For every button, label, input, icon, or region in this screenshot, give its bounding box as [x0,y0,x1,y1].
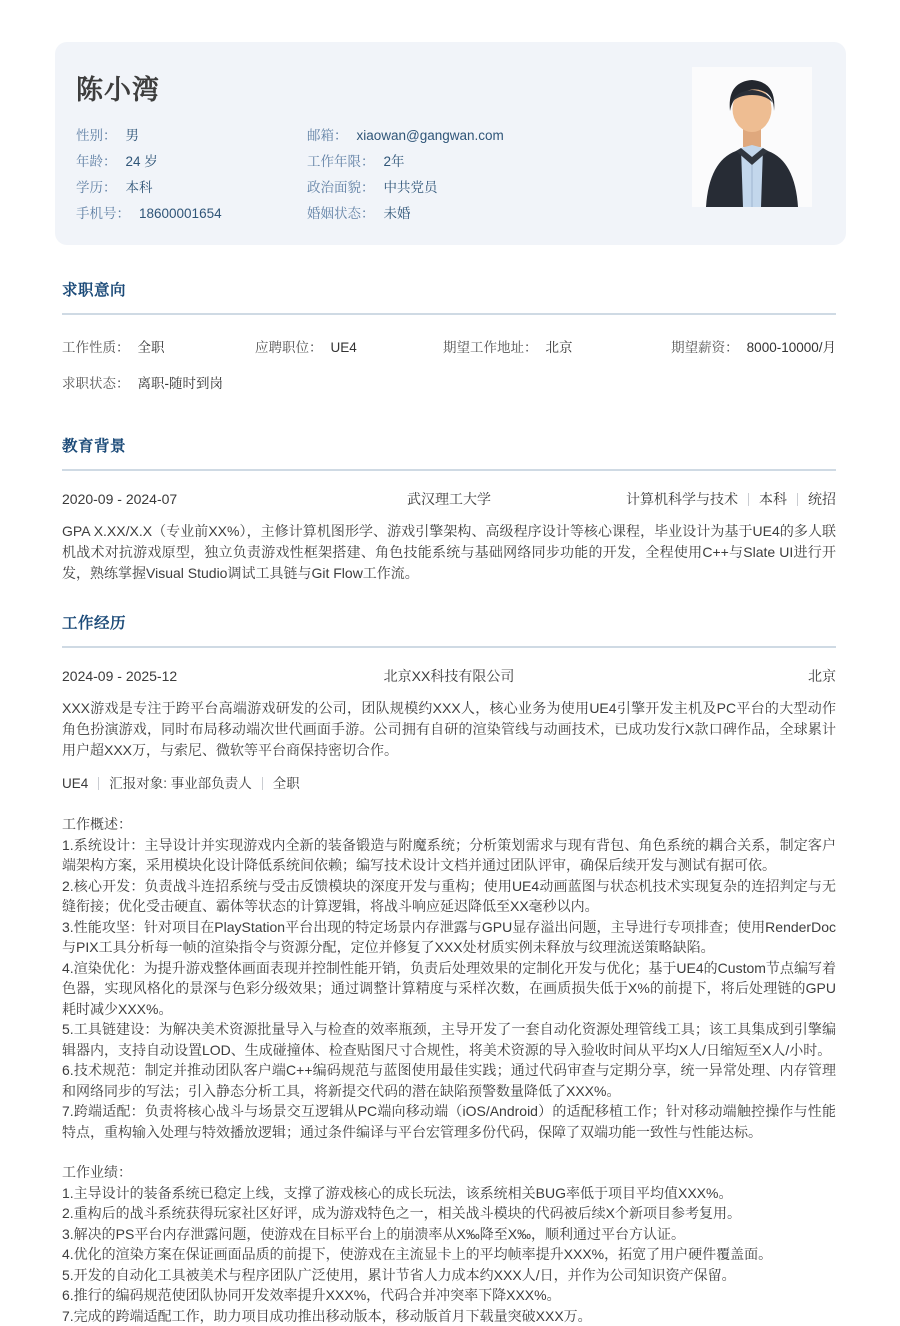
field-value: 24 岁 [126,154,158,169]
field-education [76,175,307,201]
achievement-items [62,1183,836,1326]
education-description: GPA X.XX/X.X（专业前XX%），主修计算机图形学、游戏引擎架构、高级程序设计等核心课程，毕业设计为基于UE4的多人联机战术对抗游戏原型，独立负责游戏性框架搭建、角色技能系统与基础网络同步功能的开发，全程使用C++与Slate UI进行开发，熟练掌握Visual Studio调试工具链与Git Flow工作流。 [62,521,836,584]
separator [262,777,263,790]
job-intention-fields [62,336,836,356]
field-label: 应聘职位： [255,340,323,355]
education-date: 2020-09 - 2024-07 [62,491,304,507]
field-target-position [255,336,443,356]
overview-items [62,835,836,1143]
education-degree: 本科 [759,491,787,507]
profile-photo [692,67,812,207]
section-education [62,434,836,584]
overview-item: 1.系统设计：主导设计并实现游戏内全新的装备锻造与附魔系统；分析策划需求与现有背包、角色系统的耦合关系，制定客户端架构方案，采用模块化设计降低系统间依赖；编写技术设计文档并通过团队评审，确保后续开发与测试有据可依。 [62,835,836,876]
work-meta [62,772,836,792]
field-expected-salary [661,336,836,356]
section-title-education: 教育背景 [62,434,836,456]
personal-info-left [76,123,307,227]
section-divider [62,313,836,315]
field-age [76,149,307,175]
field-value: 离职-随时到岗 [138,376,224,391]
achievement-item: 5.开发的自动化工具被美术与程序团队广泛使用，累计节省人力成本约XXX人/日，并作为公司知识资产保留。 [62,1265,836,1286]
resume-page [0,42,900,1317]
field-job-nature [62,336,255,356]
work-row [62,666,836,686]
section-job-intention [62,278,836,392]
field-value: 8000-10000/月 [747,340,836,355]
achievement-item: 1.主导设计的装备系统已稳定上线，支撑了游戏核心的成长玩法，该系统相关BUG率低于项目平均值XXX%。 [62,1183,836,1204]
field-value: UE4 [331,340,357,355]
work-position: UE4 [62,776,88,791]
achievement-item: 4.优化的渲染方案在保证画面品质的前提下，使游戏在主流显卡上的平均帧率提升XXX%，拓宽了用户硬件覆盖面。 [62,1244,836,1265]
separator [748,493,749,506]
company-intro: XXX游戏是专注于跨平台高端游戏研发的公司，团队规模约XXX人，核心业务为使用UE4引擎开发主机及PC平台的大型动作角色扮演游戏，同时布局移动端次世代画面手游。公司拥有自研的渲染管线与动画技术，已成功发行X款口碑作品，全球累计用户超XXX万，与索尼、微软等平台商保持密切合作。 [62,698,836,761]
field-label: 性别： [76,128,117,143]
field-value: 中共党员 [384,180,438,195]
field-gender [76,123,307,149]
section-title-job-intention: 求职意向 [62,278,836,300]
field-value: 未婚 [384,206,411,221]
section-work-experience [62,611,836,1326]
work-job-type: 全职 [273,776,300,791]
field-label: 政治面貌： [307,180,375,195]
field-label: 学历： [76,180,117,195]
education-admission: 统招 [808,491,836,507]
achievement-item: 3.解决的PS平台内存泄露问题，使游戏在目标平台上的崩溃率从X‰降至X‰，顺利通过平台方认证。 [62,1224,836,1245]
work-location: 北京 [594,666,836,686]
overview-item: 7.跨端适配：负责将核心战斗与场景交互逻辑从PC端向移动端（iOS/Android）的适配移植工作；针对移动端触控操作与性能特点，重构输入处理与特效播放逻辑；通过条件编译与平台宏管理多份代码，保障了双端功能一致性与性能达标。 [62,1101,836,1142]
header-card [55,42,846,245]
field-label: 期望工作地址： [443,340,538,355]
overview-item: 6.技术规范：制定并推动团队客户端C++编码规范与蓝图使用最佳实践；通过代码审查与定期分享，统一异常处理、内存管理和网络同步的写法；引入静态分析工具，将新提交代码的潜在缺陷预警数量降低了XXX%。 [62,1060,836,1101]
field-label: 邮箱： [307,128,348,143]
candidate-name: 陈小湾 [76,68,846,107]
work-report-to: 汇报对象: 事业部负责人 [109,776,252,791]
section-divider [62,469,836,471]
field-phone [76,201,307,227]
field-value: 2年 [384,154,405,169]
field-value: 本科 [126,180,153,195]
field-label: 婚姻状态： [307,206,375,221]
achievement-title: 工作业绩： [62,1162,836,1183]
field-label: 手机号： [76,206,130,221]
field-value: 全职 [138,340,165,355]
field-label: 年龄： [76,154,117,169]
education-row [62,489,836,509]
achievement-item: 2.重构后的战斗系统获得玩家社区好评，成为游戏特色之一，相关战斗模块的代码被后续X个新项目参考复用。 [62,1203,836,1224]
education-school: 武汉理工大学 [304,489,594,509]
overview-title: 工作概述： [62,814,836,835]
field-value: 男 [126,128,140,143]
work-date: 2024-09 - 2025-12 [62,668,304,684]
field-label: 工作性质： [62,340,130,355]
education-degree-group [594,489,836,509]
field-value: 18600001654 [139,206,222,221]
field-job-status [62,372,836,392]
achievement-item: 7.完成的跨端适配工作，助力项目成功推出移动版本，移动版首月下载量突破XXX万。 [62,1306,836,1326]
field-label: 工作年限： [307,154,375,169]
section-title-work: 工作经历 [62,611,836,633]
field-value: xiaowan@gangwan.com [357,128,504,143]
work-company: 北京XX科技有限公司 [304,666,594,686]
separator [797,493,798,506]
field-label: 求职状态： [62,376,130,391]
section-divider [62,646,836,648]
separator [98,777,99,790]
field-value: 北京 [546,340,573,355]
overview-item: 5.工具链建设：为解决美术资源批量导入与检查的效率瓶颈，主导开发了一套自动化资源处理管线工具；该工具集成到引擎编辑器内，支持自动设置LOD、生成碰撞体、检查贴图尺寸合规性，将美术资源的导入验收时间从平均X人/日缩短至X人/小时。 [62,1019,836,1060]
overview-item: 3.性能攻坚：针对项目在PlayStation平台出现的特定场景内存泄露与GPU显存溢出问题，主导进行专项排查；使用RenderDoc与PIX工具分析每一帧的渲染指令与资源分配，定位并修复了XXX处材质实例未释放与纹理流送策略缺陷。 [62,917,836,958]
profile-photo-illustration [692,67,812,207]
overview-item: 2.核心开发：负责战斗连招系统与受击反馈模块的深度开发与重构；使用UE4动画蓝图与状态机技术实现复杂的连招判定与无缝衔接；优化受击硬直、霸体等状态的计算逻辑，将战斗响应延迟降低至XX毫秒以内。 [62,876,836,917]
field-label: 期望薪资： [671,340,739,355]
resume-body [62,278,836,1326]
field-target-location [443,336,661,356]
overview-item: 4.渲染优化：为提升游戏整体画面表现并控制性能开销，负责后处理效果的定制化开发与优化；基于UE4的Custom节点编写着色器，实现风格化的景深与色彩分级效果；通过调整计算精度与采样次数，在画质损失低于X%的前提下，将后处理链的GPU耗时减少XXX%。 [62,958,836,1020]
education-major: 计算机科学与技术 [626,491,738,507]
achievement-item: 6.推行的编码规范使团队协同开发效率提升XXX%，代码合并冲突率下降XXX%。 [62,1285,836,1306]
